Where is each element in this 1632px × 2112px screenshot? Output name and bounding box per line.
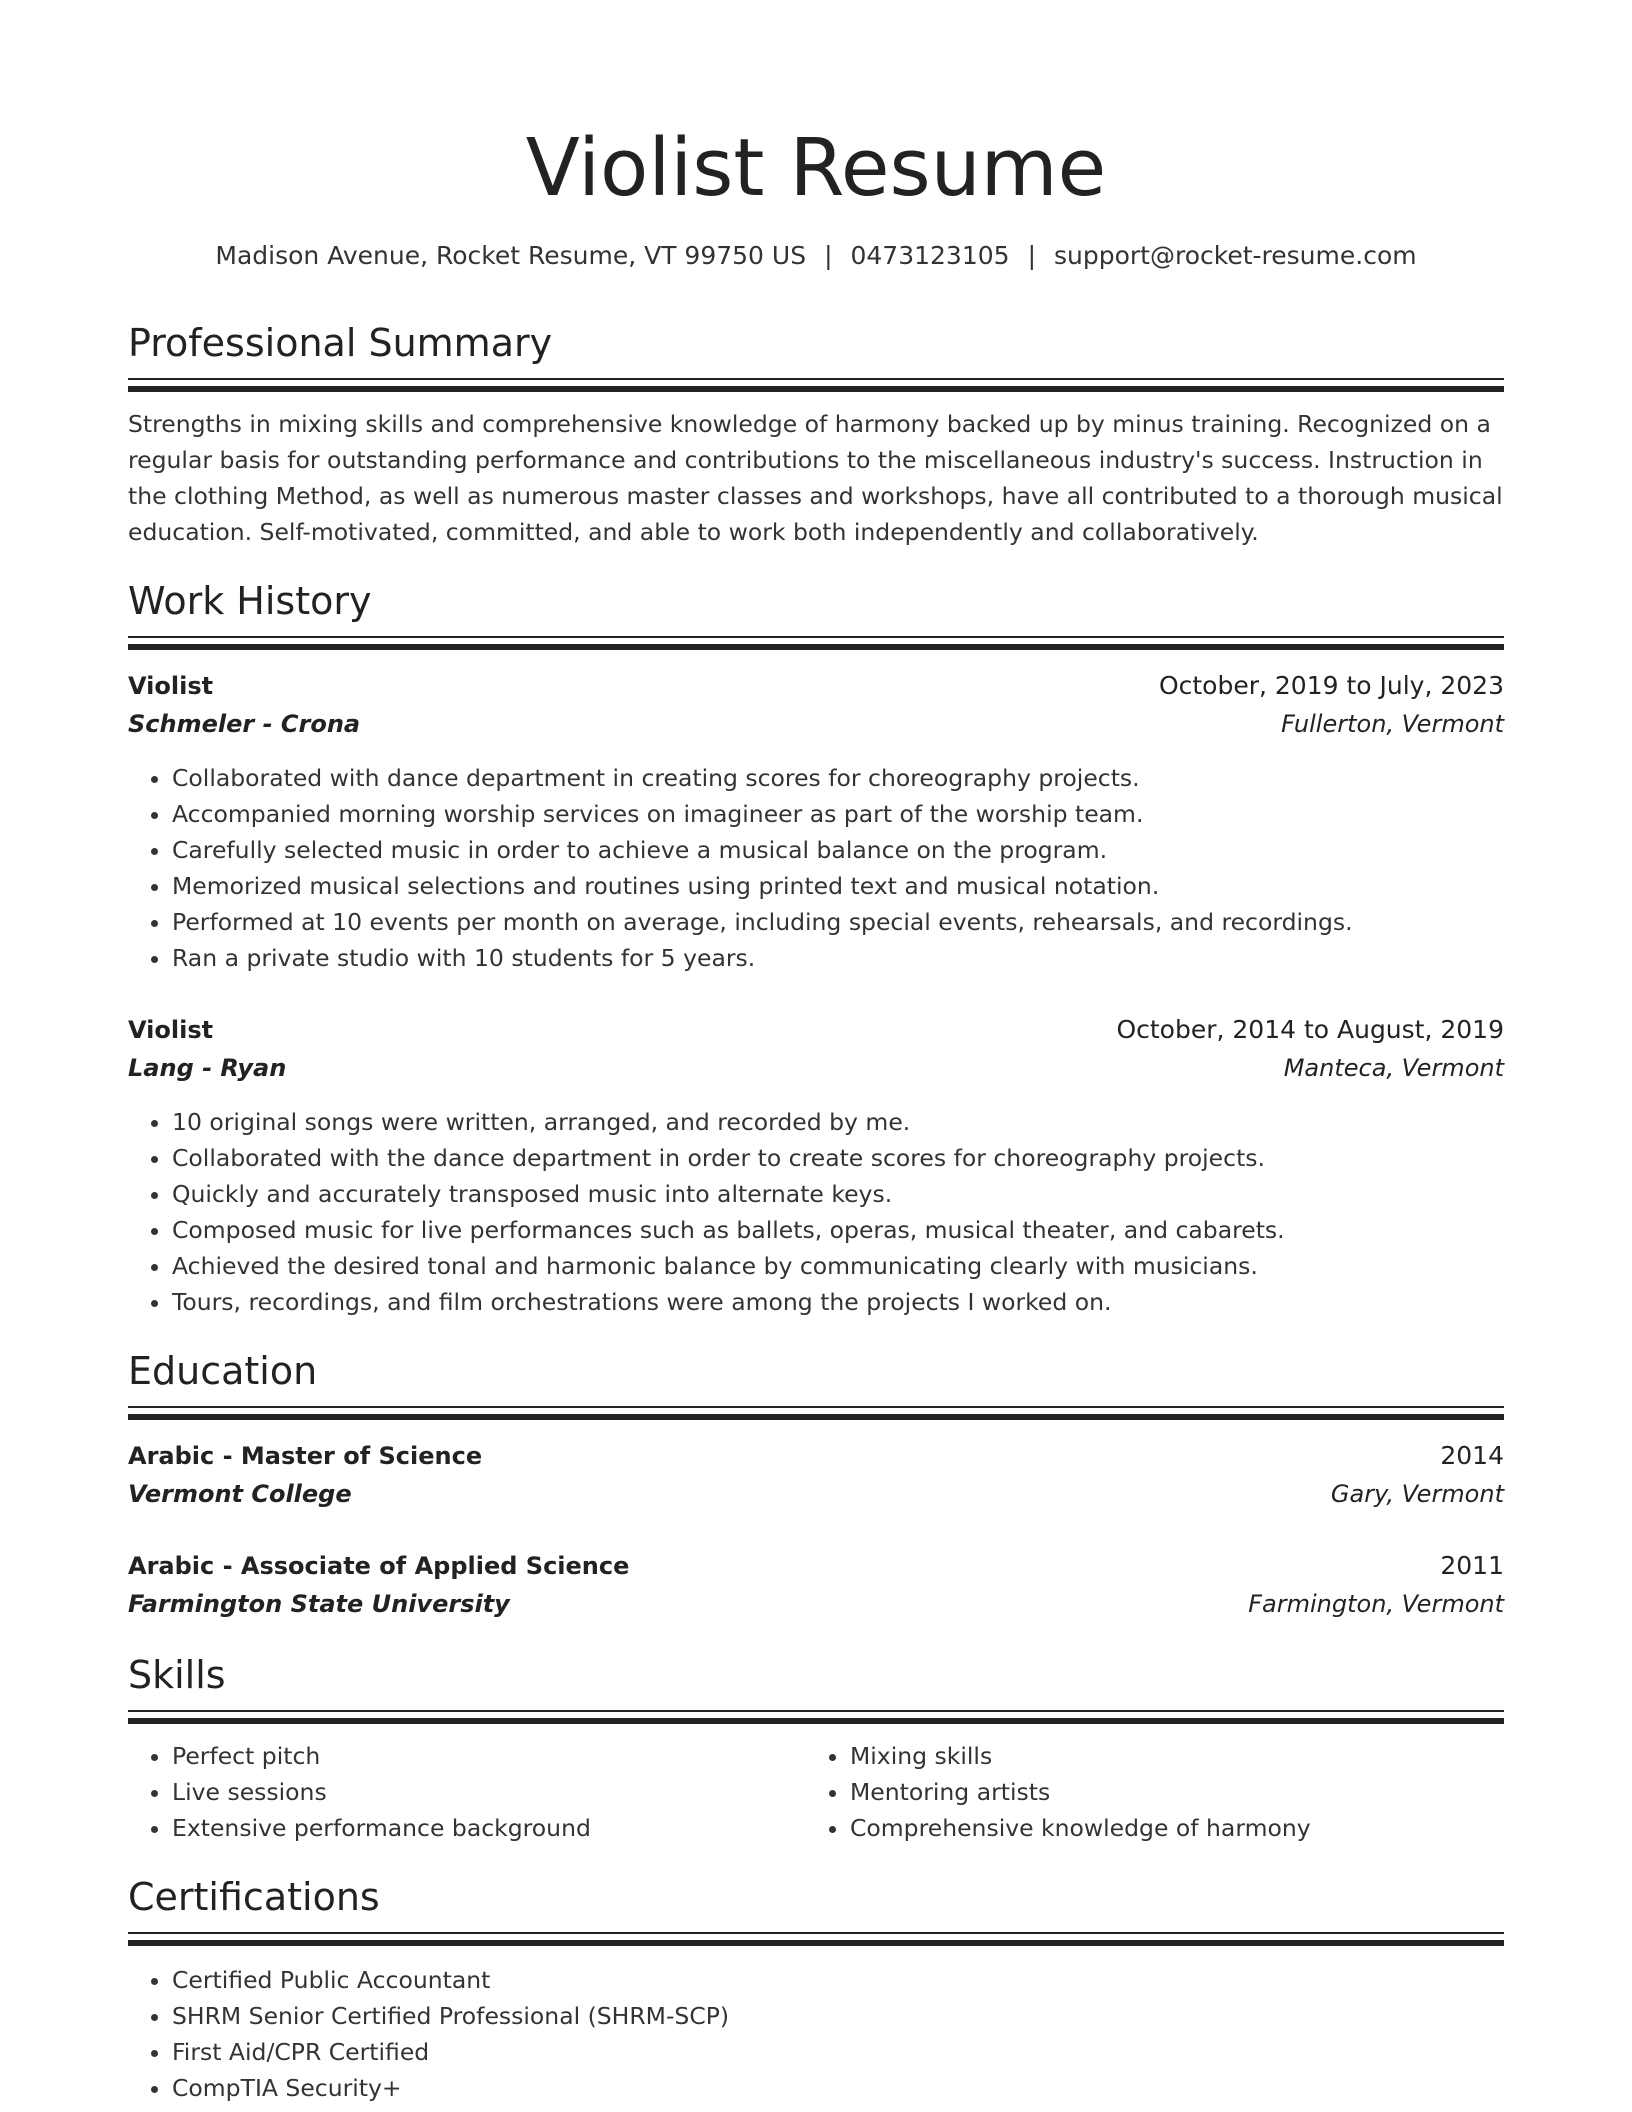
contact-email[interactable]: support@rocket-resume.com	[1054, 241, 1417, 270]
job-title: Violist	[128, 1016, 214, 1044]
skill-item: • Comprehensive knowledge of harmony	[850, 1810, 1504, 1846]
list-item: • Memorized musical selections and routines using printed text and musical notation.	[172, 868, 1504, 904]
list-item: • Accompanied morning worship services on imagineer as part of the worship team.	[172, 796, 1504, 832]
section-rule	[128, 1932, 1504, 1946]
list-item: • Collaborated with dance department in creating scores for choreography projects.	[172, 760, 1504, 796]
job-bullets	[128, 1104, 1504, 1320]
certification-item: • First Aid/CPR Certified	[172, 2034, 1504, 2070]
list-item: • Ran a private studio with 10 students for 5 years.	[172, 940, 1504, 976]
skills-list-left	[128, 1738, 802, 1846]
list-item: • 10 original songs were written, arranged, and recorded by me.	[172, 1104, 1504, 1140]
certifications-list	[128, 1962, 1504, 2106]
skill-item: • Live sessions	[172, 1774, 802, 1810]
job-header	[128, 668, 1504, 704]
list-item: • Performed at 10 events per month on average, including special events, rehearsals, and recordings.	[172, 904, 1504, 940]
certifications-heading: Certifications	[128, 1875, 380, 1919]
education-school: Vermont College	[128, 1480, 352, 1508]
education-degree: Arabic - Associate of Applied Science	[128, 1552, 630, 1580]
contact-separator: |	[1027, 241, 1036, 270]
job-company: Schmeler - Crona	[128, 710, 361, 738]
job-dates: October, 2019 to July, 2023	[1158, 671, 1504, 700]
job-title: Violist	[128, 672, 214, 700]
section-rule	[128, 636, 1504, 650]
section-rule	[128, 378, 1504, 392]
work-heading: Work History	[128, 579, 372, 623]
list-item: • Achieved the desired tonal and harmonic balance by communicating clearly with musicians.	[172, 1248, 1504, 1284]
section-rule	[128, 1710, 1504, 1724]
education-subheader	[128, 1476, 1504, 1512]
list-item: • Carefully selected music in order to achieve a musical balance on the program.	[172, 832, 1504, 868]
contact-separator: |	[824, 241, 833, 270]
education-header	[128, 1438, 1504, 1474]
summary-text: Strengths in mixing skills and comprehensive knowledge of harmony backed up by minus training. Recognized on a regular basis for outstanding performance and contributions to the miscellaneous industry's success. Instruction in the clothing Method, as well as numerous master classes and workshops, have all contributed to a thorough musical education. Self-motivated, committed, and able to work both independently and collaboratively.	[128, 410, 1503, 546]
education-year: 2011	[1440, 1551, 1504, 1580]
education-heading: Education	[128, 1349, 318, 1393]
education-school: Farmington State University	[128, 1590, 510, 1618]
skill-item: • Mixing skills	[850, 1738, 1504, 1774]
skill-item: • Perfect pitch	[172, 1738, 802, 1774]
skill-item: • Extensive performance background	[172, 1810, 802, 1846]
skills-list-right	[806, 1738, 1504, 1846]
job-company: Lang - Ryan	[128, 1054, 287, 1082]
job-subheader	[128, 706, 1504, 742]
contact-phone: 0473123105	[850, 241, 1010, 270]
education-header	[128, 1548, 1504, 1584]
certification-item: • Certified Public Accountant	[172, 1962, 1504, 1998]
education-subheader	[128, 1586, 1504, 1622]
job-bullets	[128, 760, 1504, 976]
contact-line	[128, 238, 1504, 274]
skills-heading: Skills	[128, 1653, 226, 1697]
list-item: • Tours, recordings, and film orchestrations were among the projects I worked on.	[172, 1284, 1504, 1320]
contact-address: Madison Avenue, Rocket Resume, VT 99750 US	[215, 241, 807, 270]
education-degree: Arabic - Master of Science	[128, 1442, 483, 1470]
list-item: • Collaborated with the dance department in order to create scores for choreography projects.	[172, 1140, 1504, 1176]
education-year: 2014	[1440, 1441, 1504, 1470]
summary-heading: Professional Summary	[128, 321, 553, 365]
education-location: Gary, Vermont	[1330, 1480, 1504, 1508]
job-location: Manteca, Vermont	[1283, 1054, 1504, 1082]
job-header	[128, 1012, 1504, 1048]
job-subheader	[128, 1050, 1504, 1086]
certification-item: • CompTIA Security+	[172, 2070, 1504, 2106]
skill-item: • Mentoring artists	[850, 1774, 1504, 1810]
section-rule	[128, 1406, 1504, 1420]
job-dates: October, 2014 to August, 2019	[1116, 1015, 1504, 1044]
resume-title: Violist Resume	[525, 122, 1107, 214]
job-location: Fullerton, Vermont	[1281, 710, 1504, 738]
education-location: Farmington, Vermont	[1248, 1590, 1504, 1618]
certification-item: • SHRM Senior Certified Professional (SHRM-SCP)	[172, 1998, 1504, 2034]
list-item: • Quickly and accurately transposed music into alternate keys.	[172, 1176, 1504, 1212]
list-item: • Composed music for live performances such as ballets, operas, musical theater, and cabarets.	[172, 1212, 1504, 1248]
